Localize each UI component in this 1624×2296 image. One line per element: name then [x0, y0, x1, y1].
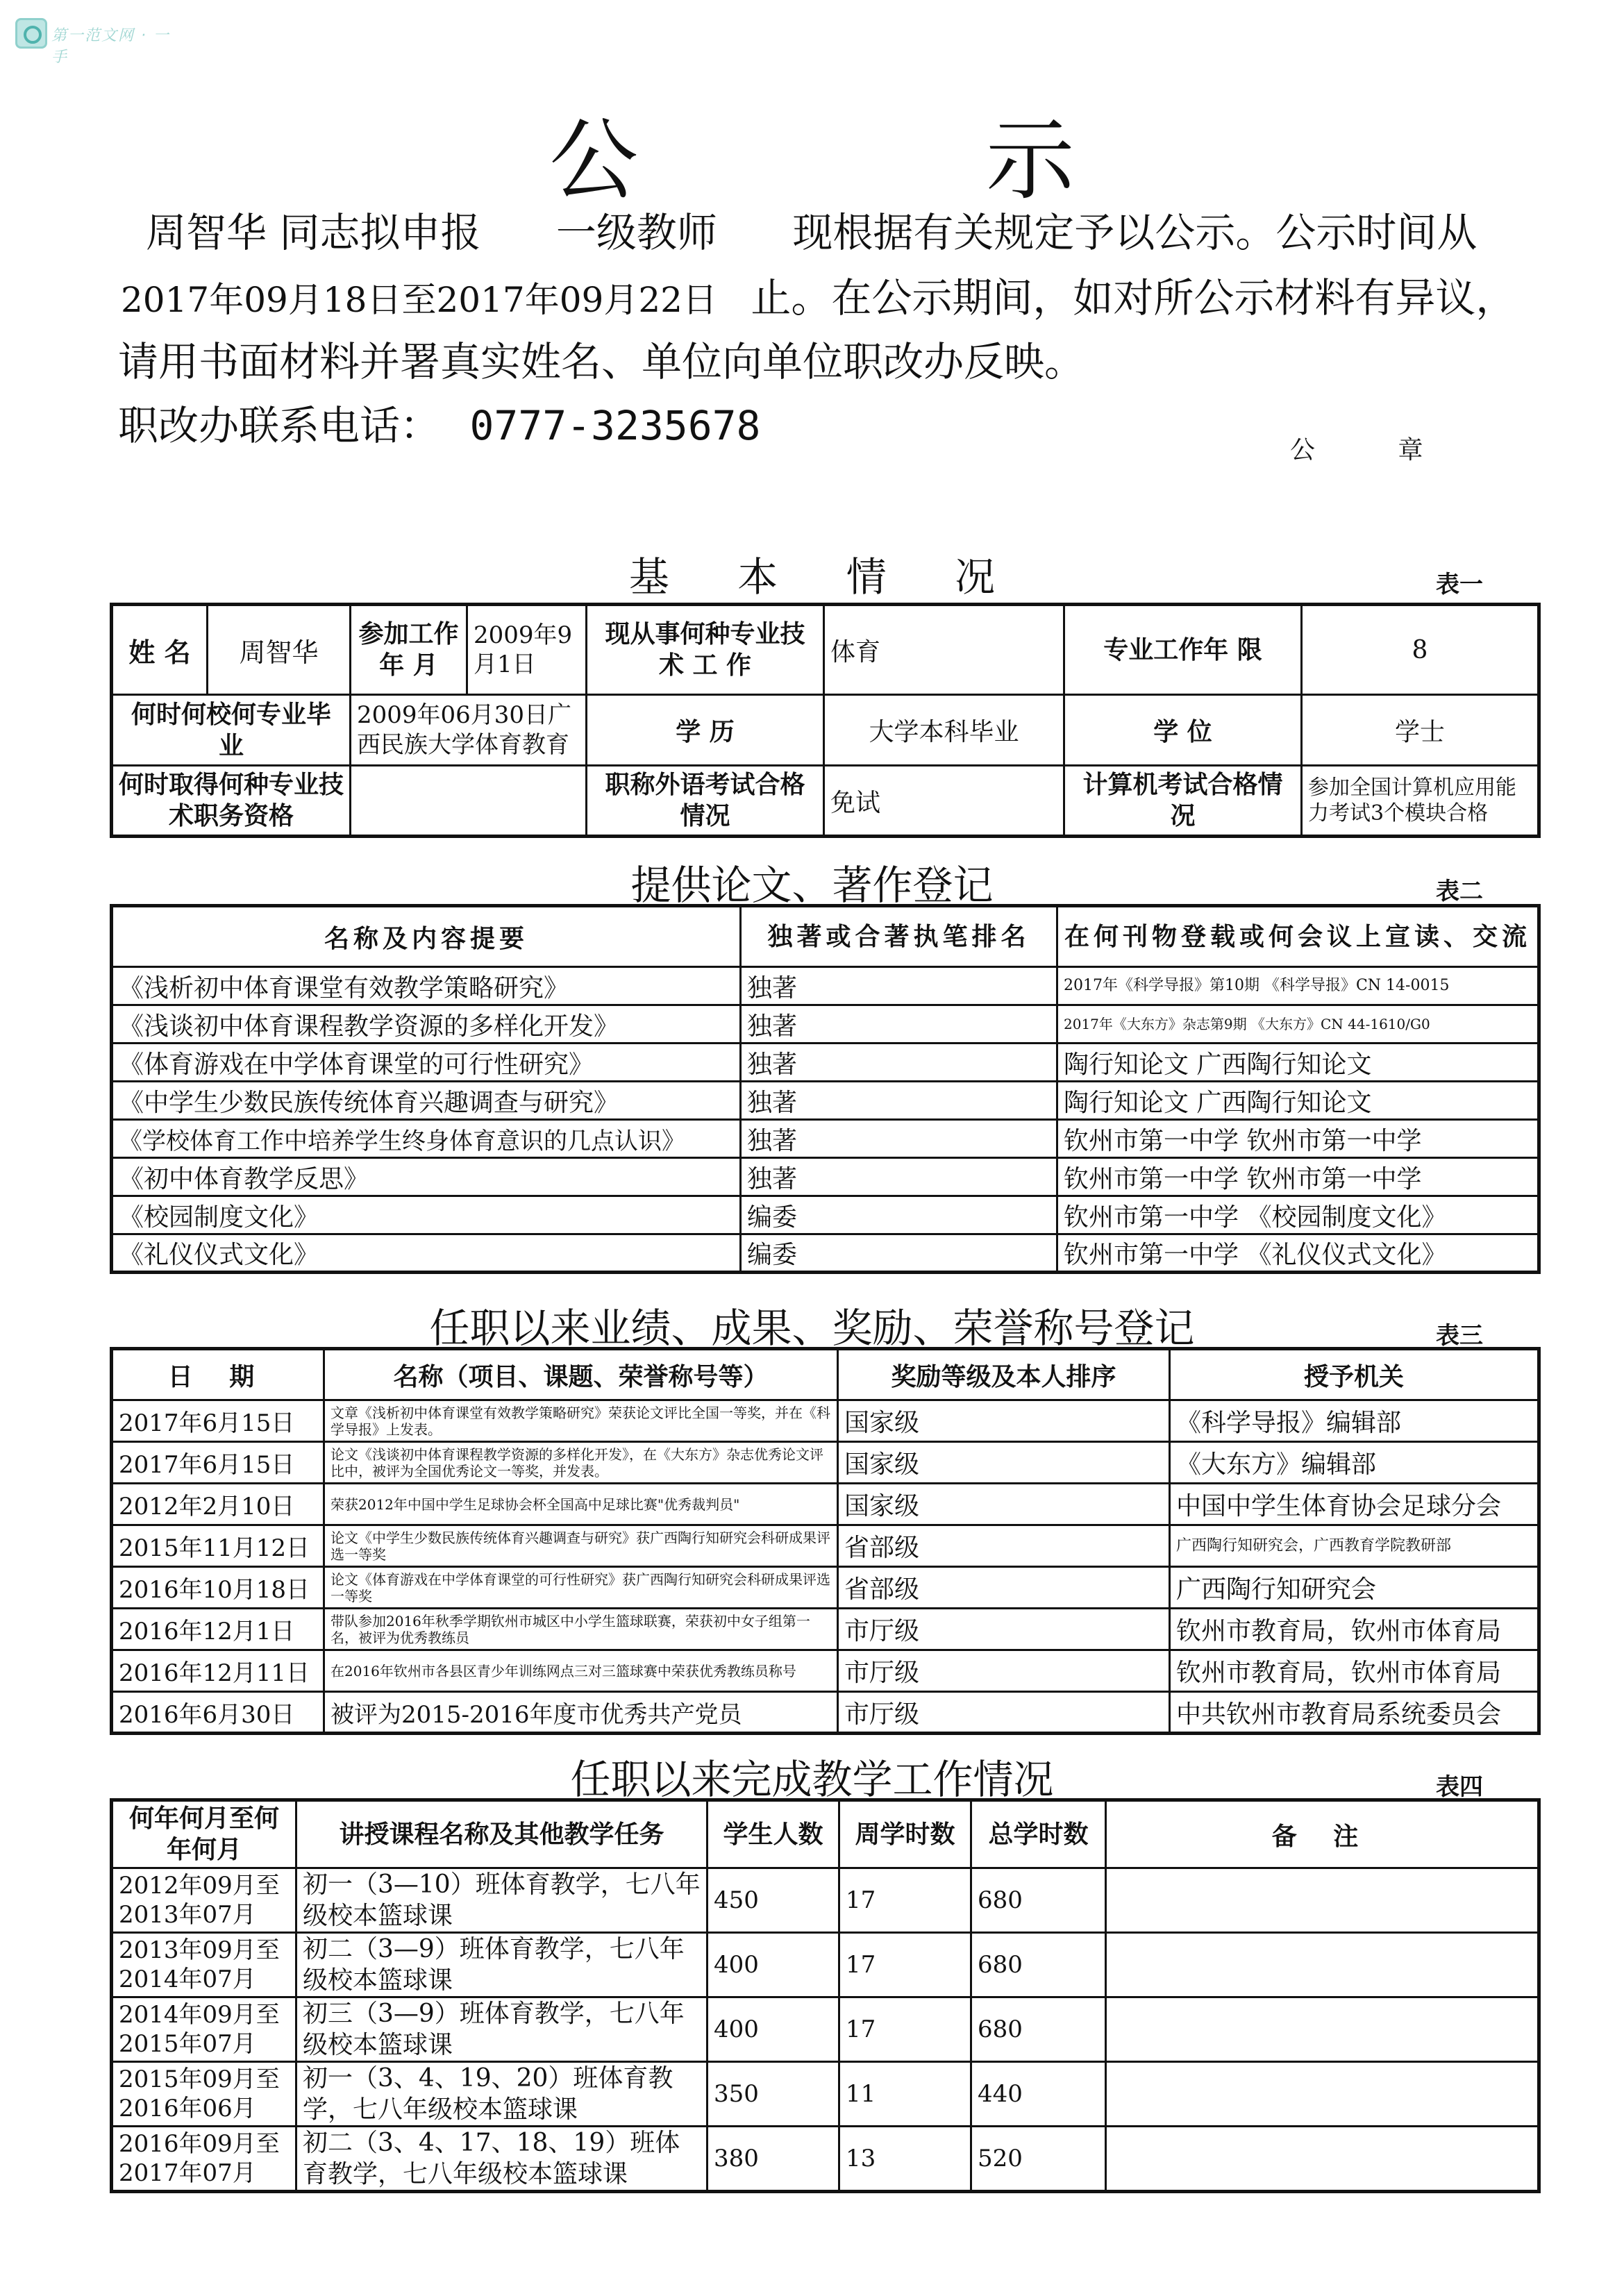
papers-row-venue: 钦州市第一中学 钦州市第一中学 — [1057, 1120, 1539, 1158]
papers-row-venue: 钦州市第一中学 《礼仪仪式文化》 — [1057, 1234, 1539, 1273]
achv-row-level: 省部级 — [838, 1567, 1170, 1609]
teach-row-remarks — [1106, 2127, 1539, 2192]
achv-row-name: 论文《浅谈初中体育课程教学资源的多样化开发》，在《大东方》杂志优秀论文评比中，被评为全国优秀论文一等奖，并发表。 — [324, 1442, 838, 1484]
teach-header-remarks: 备 注 — [1106, 1800, 1539, 1868]
achv-row-name: 论文《中学生少数民族传统体育兴趣调查与研究》获广西陶行知研究会科研成果评选一等奖 — [324, 1525, 838, 1567]
teach-row-weekly: 11 — [839, 2062, 971, 2127]
value-foreign-language: 免试 — [824, 766, 1064, 837]
papers-row-venue: 陶行知论文 广西陶行知论文 — [1057, 1044, 1539, 1082]
label-years: 专业工作年 限 — [1064, 605, 1302, 695]
achv-row-level: 国家级 — [838, 1442, 1170, 1484]
section4-tag: 表四 — [1436, 1773, 1483, 1801]
section3-title: 任职以来业绩、成果、奖励、荣誉称号登记 — [429, 1305, 1195, 1352]
label-name: 姓 名 — [112, 605, 208, 695]
achv-row-level: 国家级 — [838, 1484, 1170, 1525]
teach-row-period: 2015年09月至2016年06月 — [112, 2062, 296, 2127]
achv-row-name: 论文《体育游戏在中学体育课堂的可行性研究》获广西陶行知研究会科研成果评选一等奖 — [324, 1567, 838, 1609]
achv-row-date: 2012年2月10日 — [112, 1484, 324, 1525]
value-qualification — [351, 766, 587, 837]
label-degree: 学 位 — [1064, 695, 1302, 766]
section2-tag: 表二 — [1436, 878, 1483, 905]
achv-row-date: 2015年11月12日 — [112, 1525, 324, 1567]
label-current-job: 现从事何种专业技 术 工 作 — [587, 605, 824, 695]
papers-header-author: 独著或合著执笔排名 — [741, 906, 1057, 967]
papers-row-venue: 钦州市第一中学 《校园制度文化》 — [1057, 1196, 1539, 1234]
apply-text: 同志拟申报 — [279, 209, 481, 256]
achv-row-name: 荣获2012年中国中学生足球协会杯全国高中足球比赛"优秀裁判员" — [324, 1484, 838, 1525]
value-name: 周智华 — [208, 605, 351, 695]
notice-text-1: 现根据有关规定予以公示。公示时间从 — [792, 209, 1477, 256]
teach-row-students: 400 — [708, 1997, 839, 2062]
teach-row-period: 2014年09月至2015年07月 — [112, 1997, 296, 2062]
achv-row-level: 市厅级 — [838, 1609, 1170, 1650]
achv-row-name: 带队参加2016年秋季学期钦州市城区中小学生篮球联赛，荣获初中女子组第一名，被评为优秀教练员 — [324, 1609, 838, 1650]
papers-row-title: 《中学生少数民族传统体育兴趣调查与研究》 — [112, 1082, 741, 1120]
achv-row-name: 文章《浅析初中体育课堂有效教学策略研究》荣获论文评比全国一等奖，并在《科学导报》上发表。 — [324, 1400, 838, 1442]
papers-row-title: 《体育游戏在中学体育课堂的可行性研究》 — [112, 1044, 741, 1082]
papers-row-author: 独著 — [741, 1158, 1057, 1196]
teach-row-total: 440 — [971, 2062, 1106, 2127]
teach-row-students: 400 — [708, 1933, 839, 1997]
teach-row-total: 680 — [971, 1997, 1106, 2062]
value-current-job: 体育 — [824, 605, 1064, 695]
teach-row-total: 680 — [971, 1868, 1106, 1933]
teach-row-total: 520 — [971, 2127, 1106, 2192]
applied-position: 一级教师 — [555, 209, 717, 256]
site-logo — [15, 14, 175, 66]
value-school: 2009年06月30日广西民族大学体育教育 — [351, 695, 587, 766]
notice-text-2: 止。在公示期间，如对所公示材料有异议， — [751, 274, 1516, 321]
achv-header-authority: 授予机关 — [1170, 1349, 1539, 1400]
papers-row-author: 独著 — [741, 967, 1057, 1005]
teach-row-course: 初二（3、4、17、18、19）班体育教学，七八年级校本篮球课 — [296, 2127, 708, 2192]
section1-tag: 表一 — [1436, 571, 1483, 598]
achv-row-level: 省部级 — [838, 1525, 1170, 1567]
achv-row-date: 2017年6月15日 — [112, 1400, 324, 1442]
achv-header-name: 名称（项目、课题、荣誉称号等） — [324, 1349, 838, 1400]
papers-table — [110, 904, 1541, 1274]
label-education: 学 历 — [587, 695, 824, 766]
teach-row-weekly: 17 — [839, 1933, 971, 1997]
teach-row-remarks — [1106, 1933, 1539, 1997]
teach-row-weekly: 17 — [839, 1997, 971, 2062]
papers-row-title: 《初中体育教学反思》 — [112, 1158, 741, 1196]
teach-row-students: 350 — [708, 2062, 839, 2127]
teach-row-period: 2013年09月至2014年07月 — [112, 1933, 296, 1997]
papers-row-author: 独著 — [741, 1044, 1057, 1082]
seal-label: 公 章 — [1290, 436, 1461, 464]
value-work-start: 2009年9月1日 — [467, 605, 587, 695]
achv-row-date: 2016年12月11日 — [112, 1650, 324, 1692]
value-years: 8 — [1302, 605, 1539, 695]
teach-row-period: 2012年09月至2013年07月 — [112, 1868, 296, 1933]
achv-row-level: 市厅级 — [838, 1650, 1170, 1692]
papers-row-author: 独著 — [741, 1120, 1057, 1158]
teach-row-remarks — [1106, 1868, 1539, 1933]
teach-row-course: 初一（3、4、19、20）班体育教学，七八年级校本篮球课 — [296, 2062, 708, 2127]
label-work-start: 参加工作年 月 — [351, 605, 467, 695]
achv-row-name: 在2016年钦州市各县区青少年训练网点三对三篮球赛中荣获优秀教练员称号 — [324, 1650, 838, 1692]
label-qualification: 何时取得何种专业技术职务资格 — [112, 766, 351, 837]
achievements-table — [110, 1347, 1541, 1735]
achv-row-authority: 中国中学生体育协会足球分会 — [1170, 1484, 1539, 1525]
papers-row-venue: 陶行知论文 广西陶行知论文 — [1057, 1082, 1539, 1120]
teach-row-students: 380 — [708, 2127, 839, 2192]
value-education: 大学本科毕业 — [824, 695, 1064, 766]
applicant-name: 周智华 — [146, 209, 267, 256]
papers-row-title: 《浅析初中体育课堂有效教学策略研究》 — [112, 967, 741, 1005]
papers-header-venue: 在何刊物登载或何会议上宣读、交流 — [1057, 906, 1539, 967]
basic-info-table — [110, 603, 1541, 838]
papers-row-author: 独著 — [741, 1082, 1057, 1120]
notice-title: 公 示 — [549, 109, 1234, 212]
achv-row-level: 市厅级 — [838, 1692, 1170, 1734]
teach-row-period: 2016年09月至2017年07月 — [112, 2127, 296, 2192]
notice-line-2 — [118, 265, 1516, 324]
teach-row-course: 初一（3—10）班体育教学，七八年级校本篮球课 — [296, 1868, 708, 1933]
teach-header-weekly-hours: 周学时数 — [839, 1800, 971, 1868]
achv-row-date: 2017年6月15日 — [112, 1442, 324, 1484]
teach-row-weekly: 13 — [839, 2127, 971, 2192]
teach-row-students: 450 — [708, 1868, 839, 1933]
phone-label: 职改办联系电话： — [118, 402, 441, 449]
teach-row-total: 680 — [971, 1933, 1106, 1997]
achv-row-date: 2016年6月30日 — [112, 1692, 324, 1734]
teach-row-course: 初三（3—9）班体育教学，七八年级校本篮球课 — [296, 1997, 708, 2062]
logo-mark-icon — [15, 18, 47, 49]
papers-row-title: 《礼仪仪式文化》 — [112, 1234, 741, 1273]
achv-row-authority: 中共钦州市教育局系统委员会 — [1170, 1692, 1539, 1734]
value-degree: 学士 — [1302, 695, 1539, 766]
teach-header-total-hours: 总学时数 — [971, 1800, 1106, 1868]
papers-row-venue: 2017年《科学导报》第10期 《科学导报》CN 14-0015 — [1057, 967, 1539, 1005]
section2-title: 提供论文、著作登记 — [630, 862, 994, 909]
papers-row-author: 独著 — [741, 1005, 1057, 1044]
achv-row-authority: 广西陶行知研究会，广西教育学院教研部 — [1170, 1525, 1539, 1567]
teach-header-course: 讲授课程名称及其他教学任务 — [296, 1800, 708, 1868]
papers-row-title: 《校园制度文化》 — [112, 1196, 741, 1234]
label-foreign-language: 职称外语考试合格情况 — [587, 766, 824, 837]
achv-row-authority: 《大东方》编辑部 — [1170, 1442, 1539, 1484]
papers-row-author: 编委 — [741, 1234, 1057, 1273]
label-school: 何时何校何专业毕 业 — [112, 695, 351, 766]
achv-row-level: 国家级 — [838, 1400, 1170, 1442]
achv-header-date: 日 期 — [112, 1349, 324, 1400]
teaching-table — [110, 1798, 1541, 2193]
teach-row-course: 初二（3—9）班体育教学，七八年级校本篮球课 — [296, 1933, 708, 1997]
notice-line-1 — [118, 200, 1477, 258]
teach-header-students: 学生人数 — [708, 1800, 839, 1868]
teach-row-remarks — [1106, 1997, 1539, 2062]
papers-row-title: 《学校体育工作中培养学生终身体育意识的几点认识》 — [112, 1120, 741, 1158]
achv-row-date: 2016年12月1日 — [112, 1609, 324, 1650]
papers-row-venue: 2017年《大东方》杂志第9期 《大东方》CN 44-1610/G0 — [1057, 1005, 1539, 1044]
teach-row-weekly: 17 — [839, 1868, 971, 1933]
section1-title: 基 本 情 况 — [628, 553, 1023, 601]
notice-line-4 — [118, 393, 760, 451]
achv-row-authority: 钦州市教育局，钦州市体育局 — [1170, 1650, 1539, 1692]
value-computer: 参加全国计算机应用能力考试3个模块合格 — [1302, 766, 1539, 837]
phone-number: 0777-3235678 — [469, 402, 761, 449]
teach-header-period: 何年何月至何年何月 — [112, 1800, 296, 1868]
section4-title: 任职以来完成教学工作情况 — [570, 1756, 1054, 1803]
notice-period: 2017年09月18日至2017年09月22日 — [121, 280, 717, 320]
achv-row-name: 被评为2015-2016年度市优秀共产党员 — [324, 1692, 838, 1734]
achv-row-date: 2016年10月18日 — [112, 1567, 324, 1609]
papers-row-author: 编委 — [741, 1196, 1057, 1234]
achv-row-authority: 《科学导报》编辑部 — [1170, 1400, 1539, 1442]
logo-text: 第一范文网 · 一手 — [51, 27, 170, 66]
achv-row-authority: 广西陶行知研究会 — [1170, 1567, 1539, 1609]
papers-header-name: 名称及内容提要 — [112, 906, 741, 967]
achv-row-authority: 钦州市教育局，钦州市体育局 — [1170, 1609, 1539, 1650]
label-computer: 计算机考试合格情况 — [1064, 766, 1302, 837]
papers-row-venue: 钦州市第一中学 钦州市第一中学 — [1057, 1158, 1539, 1196]
notice-line-3: 请用书面材料并署真实姓名、单位向单位职改办反映。 — [118, 338, 1085, 385]
teach-row-remarks — [1106, 2062, 1539, 2127]
papers-row-title: 《浅谈初中体育课程教学资源的多样化开发》 — [112, 1005, 741, 1044]
achv-header-level: 奖励等级及本人排序 — [838, 1349, 1170, 1400]
section3-tag: 表三 — [1436, 1322, 1483, 1350]
